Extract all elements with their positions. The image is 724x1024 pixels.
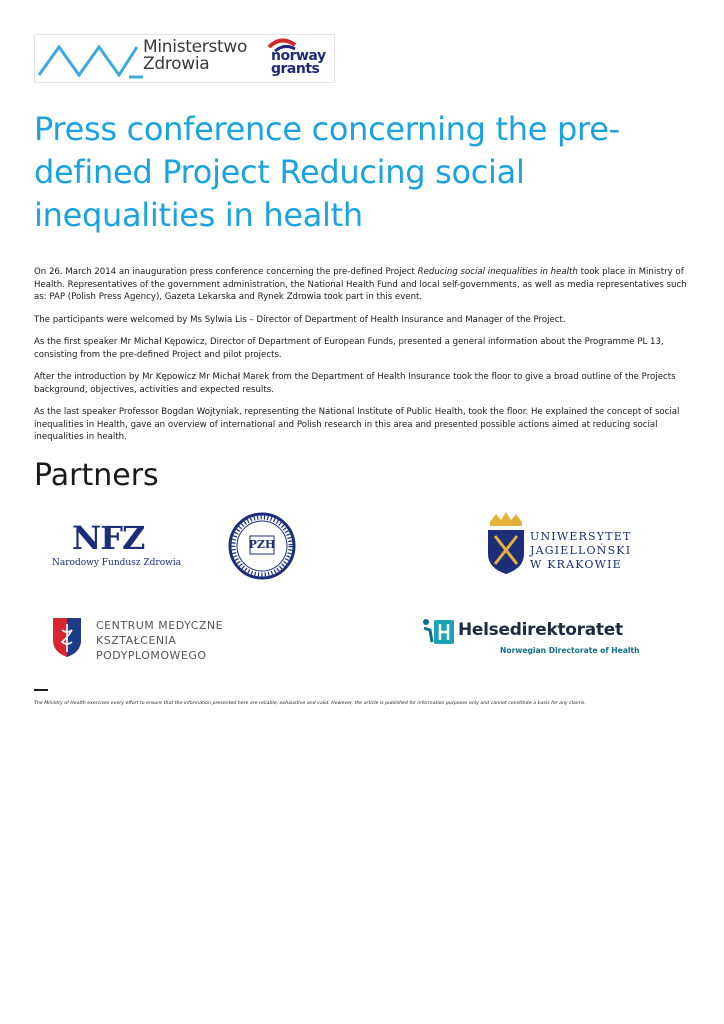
- partners-heading: Partners: [34, 458, 159, 493]
- cmkp-logo: [52, 616, 222, 664]
- grants-logo-line2: grants: [271, 61, 320, 77]
- nfz-logo: [50, 519, 182, 572]
- paragraph-4: After the introduction by Mr Kępowicz Mr Michał Marek from the Department of Health Insurance took the floor to give a broad outline of the Projects background, objectives, activities and expected results.: [34, 372, 676, 395]
- project-name-emphasis: Reducing social inequalities in health: [417, 267, 578, 277]
- ministry-logo-line2: Zdrowia: [143, 54, 210, 74]
- helse-name: Helsedirektoratet: [458, 620, 623, 640]
- grants-logo-line1: norway: [271, 48, 326, 64]
- ministry-logo-text: [143, 39, 247, 73]
- paragraph-1-start: On 26. March 2014 an inauguration press conference concerning the pre-defined Project: [34, 267, 418, 277]
- uj-crest-icon: [486, 512, 526, 576]
- ministry-logo-line1: Ministerstwo: [143, 37, 248, 57]
- cmkp-shield-icon: [52, 616, 82, 658]
- footer-divider: [34, 689, 48, 691]
- jagiellonian-university-logo: [486, 512, 636, 576]
- paragraph-2: The participants were welcomed by Ms Sylwia Lis – Director of Department of Health Insurance and Manager of the Project.: [34, 314, 566, 325]
- uj-name: UNIWERSYTET JAGIELLOŃSKI W KRAKOWIE: [530, 530, 632, 571]
- disclaimer: The Ministry of Health exercises every effort to ensure that the information presented here are reliable, exhaustive and valid. However, the article is published for information purposes only and cannot constitute a basis for any claims.: [34, 701, 586, 706]
- paragraph-1: [34, 266, 688, 304]
- paragraph-3: As the first speaker Mr Michał Kępowicz, Director of Department of European Funds, presented a general information about the Programme PL 13, consisting from the pre-defined Project and pilot projects.: [34, 337, 664, 360]
- pzh-seal-logo: [228, 512, 296, 580]
- cmkp-name: CENTRUM MEDYCZNE KSZTAŁCENIA PODYPLOMOWEGO: [96, 619, 224, 662]
- helsedirektoratet-logo: [422, 618, 640, 660]
- helse-subtitle: Norwegian Directorate of Health: [500, 646, 640, 655]
- paragraph-1-end: took place in Ministry of Health. Representatives of the government administration, the National Health Fund and local self-governments, as well as media representatives such as: PAP (Polish Press Agency), Gazeta Lekarska and Rynek Zdrowia took part in this event.: [34, 267, 687, 302]
- page-title: Press conference concerning the pre-defined Project Reducing social inequalities in health: [34, 110, 620, 234]
- paragraph-5: As the last speaker Professor Bogdan Wojtyniak, representing the National Institute of Public Health, took the floor. He explained the concept of social inequalities in Health, gave an overview of international and Polish research in this area and presented possible actions aimed at reducing social inequalities in health.: [34, 407, 680, 442]
- nfz-mark: NFZ: [72, 519, 145, 557]
- norway-grants-text: [271, 50, 326, 76]
- helse-mark-icon: [422, 618, 456, 646]
- article-body: [34, 266, 688, 454]
- pzh-mark: PZH: [248, 538, 276, 551]
- nfz-name: Narodowy Fundusz Zdrowia: [52, 558, 182, 568]
- header-logos: [34, 34, 335, 83]
